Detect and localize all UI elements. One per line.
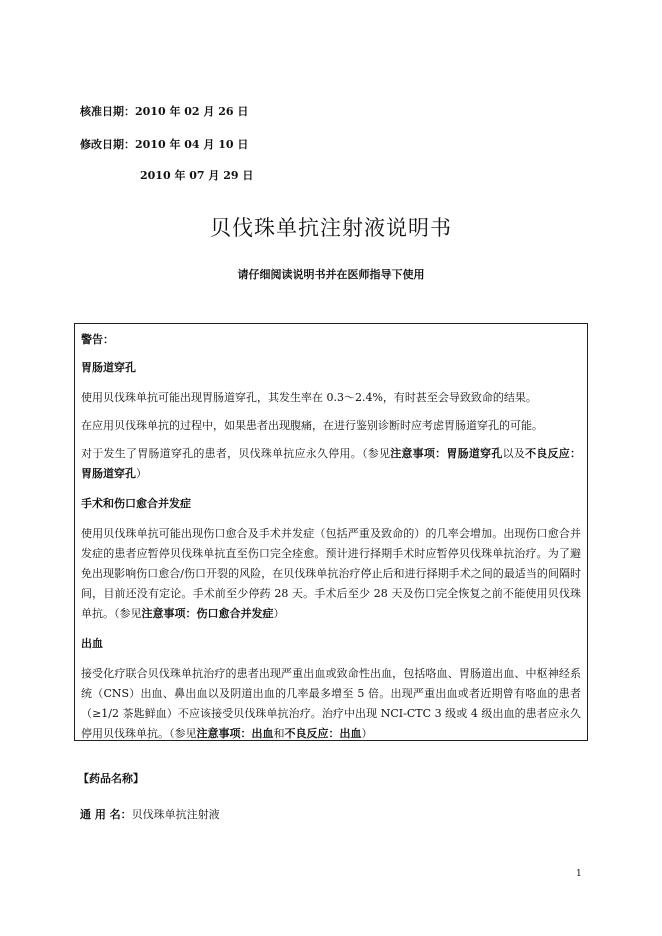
document-subtitle: 请仔细阅读说明书并在医师指导下使用	[237, 268, 425, 281]
ref-adverse-hemorrhage: 不良反应：出血	[284, 727, 362, 740]
hemorrhage-para	[81, 664, 581, 744]
warning-content	[81, 330, 581, 744]
gi-perforation-para-1: 使用贝伐珠单抗可能出现胃肠道穿孔，其发生率在 0.3～2.4%，有时甚至会导致致命的结果。	[81, 391, 537, 404]
approval-date-label: 核准日期：	[80, 105, 135, 118]
ref-precautions-wound-healing: 注意事项：伤口愈合并发症	[141, 607, 274, 620]
document-title: 贝伐珠单抗注射液说明书	[210, 216, 452, 240]
ref-precautions-gi-perforation: 注意事项：胃肠道穿孔	[390, 447, 503, 460]
generic-name-line	[80, 806, 220, 822]
ref-precautions-hemorrhage: 注意事项：出血	[196, 727, 274, 740]
gi-perforation-para-3-text: 对于发生了胃肠道穿孔的患者，贝伐珠单抗应永久停用。（参见	[81, 447, 391, 460]
wound-healing-para-text: 使用贝伐珠单抗可能出现伤口愈合及手术并发症（包括严重及致命的）的几率会增加。出现伤口愈合并发症的患者应暂停贝伐珠单抗直至伤口完全痊愈。预计进行择期手术时应暂停贝伐珠单抗治疗。为了避免出现影响伤口愈合/伤口开裂的风险，在贝伐珠单抗治疗停止后和进行择期手术之间的最适当的间隔时间，目前还没有定论。手术前至少停药 28 天。手术后至少 28 天及伤口完全恢复之前不能使用贝伐珠单抗。（参见	[81, 527, 581, 620]
gi-perforation-para-2: 在应用贝伐珠单抗的过程中，如果患者出现腹痛，在进行鉴别诊断时应考虑胃肠道穿孔的可能。	[81, 419, 543, 432]
gi-perforation-para-3-and: 以及	[502, 447, 526, 460]
gi-perforation-para-3	[81, 444, 581, 484]
hemorrhage-para-and: 和	[273, 727, 285, 740]
gi-perforation-heading: 胃肠道穿孔	[81, 361, 136, 374]
generic-name-label: 通 用 名：	[80, 808, 132, 821]
wound-healing-para	[81, 524, 581, 624]
warning-label: 警告：	[81, 333, 114, 346]
approval-date-line	[80, 103, 248, 119]
revision-date-line-2	[140, 167, 253, 183]
warning-box	[74, 323, 588, 741]
hemorrhage-para-end: ）	[361, 727, 373, 740]
drug-name-section-label: 【药品名称】	[78, 772, 144, 785]
revision-date-value-2: 2010 年 07 月 29 日	[140, 169, 254, 182]
wound-healing-heading: 手术和伤口愈合并发症	[81, 497, 191, 510]
revision-date-label: 修改日期：	[80, 138, 135, 151]
page-number: 1	[576, 869, 582, 879]
gi-perforation-para-3-end: ）	[136, 467, 147, 480]
approval-date-value: 2010 年 02 月 26 日	[135, 105, 249, 118]
generic-name-value: 贝伐珠单抗注射液	[131, 808, 220, 821]
revision-date-value-1: 2010 年 04 月 10 日	[135, 138, 249, 151]
revision-date-line	[80, 136, 248, 152]
ref-adverse-gi-perforation: 不良反应：胃肠道穿孔	[81, 447, 582, 480]
hemorrhage-para-text: 接受化疗联合贝伐珠单抗治疗的患者出现严重出血或致命性出血，包括咯血、胃肠道出血、中枢神经系统（CNS）出血、鼻出血以及阴道出血的几率最多增至 5 倍。出现严重出血或者近期曾有咯血的患者（≥1/2 茶匙鲜血）不应该接受贝伐珠单抗治疗。治疗中出现 NCI-CTC 3 级或 4 级出血的患者应永久停用贝伐珠单抗。（参见	[81, 667, 581, 740]
wound-healing-para-end: ）	[273, 607, 285, 620]
hemorrhage-heading: 出血	[81, 637, 103, 650]
